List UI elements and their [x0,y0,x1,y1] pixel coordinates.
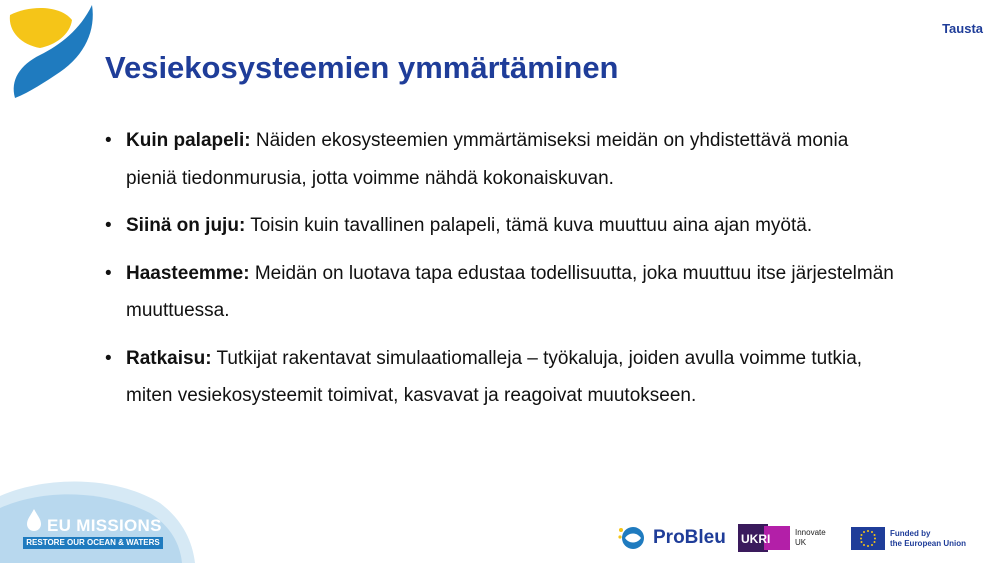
eu-missions-title: EU MISSIONS [47,516,162,535]
bullet-list [105,122,895,425]
bullet-dot: • [105,130,112,151]
bullet-item [105,207,895,245]
funded-by-eu-text [890,529,966,549]
bullet-text: Toisin kuin tavallinen palapeli, tämä kuva muuttuu aina ajan myötä. [245,215,813,236]
eu-funding-logo [851,527,966,550]
bullet-text: Näiden ekosysteemien ymmärtämiseksi meidän on yhdistettävä monia pieniä tiedonmurusia, jotta voimme nähdä kokonaiskuvan. [126,130,849,189]
ukri-logo [738,524,826,552]
svg-text:UKRI: UKRI [741,532,771,546]
bullet-dot: • [105,262,112,284]
corner-logo [0,0,100,100]
bullet-text: Meidän on luotava tapa edustaa todellisuutta, joka muuttuu itse järjestelmän muuttuessa. [126,262,894,321]
innovate-line1: Innovate [795,528,826,537]
bullet-dot: • [105,347,112,369]
page-title: Vesiekosysteemien ymmärtäminen [105,50,619,85]
eu-flag-icon [851,527,885,550]
ukri-icon [738,524,790,552]
bullet-item [105,255,895,330]
bullet-heading: Kuin palapeli: [126,130,251,151]
funded-line1: Funded by [890,528,931,538]
bullet-heading: Haasteemme: [126,262,250,284]
funded-line2: the European Union [890,538,966,548]
water-drop-icon [25,508,43,532]
bullet-dot: • [105,215,112,236]
section-tag: Tausta [942,21,983,36]
bullet-item [105,122,895,197]
innovate-uk-text [795,528,826,548]
bullet-heading: Siinä on juju: [126,215,246,236]
innovate-line2: UK [795,538,807,547]
bullet-heading: Ratkaisu: [126,347,212,369]
bullet-item [105,340,895,415]
probleu-icon [617,524,649,552]
probleu-name: ProBleu [653,527,726,548]
probleu-logo [617,524,726,552]
bullet-text: Tutkijat rakentavat simulaatiomalleja – työkaluja, joiden avulla voimme tutkia, miten vesiekosysteemit toimivat, kasvavat ja reagoivat muutokseen. [126,347,863,406]
eu-missions-subtitle: RESTORE OUR OCEAN & WATERS [23,537,163,549]
